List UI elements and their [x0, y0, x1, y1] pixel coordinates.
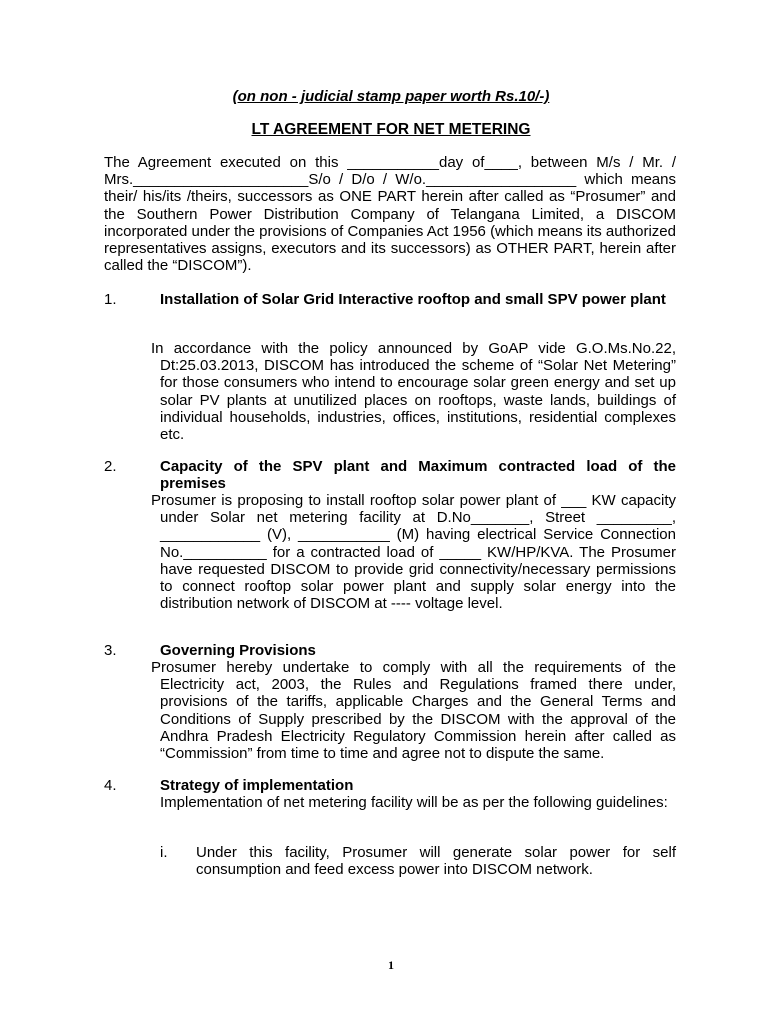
section-3-body: Prosumer hereby undertake to comply with all the requirements of the Electricity act, 2003, the Rules and Regulations framed there under, provisions of the tariffs, applicable Charges and the General Terms and Conditions of Supply prescribed by the DISCOM with the approval of the Andhra Pradesh Electricity Regulatory Commission herein after called as “Commission” from time to time and agree not to dispute the same.: [151, 659, 676, 763]
section-4-body: Implementation of net metering facility will be as per the following guidelines:: [160, 794, 668, 811]
page-number: 1: [388, 958, 394, 972]
section-1-number: 1.: [104, 291, 117, 308]
section-4-heading: Strategy of implementation: [160, 777, 354, 794]
guideline-item-marker: i.: [160, 844, 168, 861]
section-3-number: 3.: [104, 642, 117, 659]
section-2-heading: Capacity of the SPV plant and Maximum contracted load of the premises: [160, 458, 676, 493]
section-1-body: In accordance with the policy announced by GoAP vide G.O.Ms.No.22, Dt:25.03.2013, DISCOM has introduced the scheme of “Solar Net Metering” for those consumers who intend to encourage solar green energy and set up solar PV plants at unutilized places on rooftops, waste lands, buildings of individual households, industries, offices, institutions, residential complexes etc.: [151, 340, 676, 444]
section-4-number: 4.: [104, 777, 117, 794]
intro-paragraph: The Agreement executed on this ___________day of____, between M/s / Mr. / Mrs._____________________S/o / D/o / W/o.__________________ which means their/ his/its /theirs, successors as ONE PART herein after called as “Prosumer” and the Southern Power Distribution Company of Telangana Limited, a DISCOM incorporated under the provisions of Companies Act 1956 (which means its authorized representatives assigns, executors and its successors) as OTHER PART, herein after called the “DISCOM”).: [104, 154, 676, 275]
section-2-body: Prosumer is proposing to install rooftop solar power plant of ___ KW capacity under Solar net metering facility at D.No_______, Street _________, ____________ (V), ___________ (M) having electrical Service Connection No.__________ for a contracted load of _____ KW/HP/KVA. The Prosumer have requested DISCOM to provide grid connectivity/necessary permissions to connect rooftop solar power plant and supply solar energy into the distribution network of DISCOM at ---- voltage level.: [151, 492, 676, 613]
section-1-heading: Installation of Solar Grid Interactive rooftop and small SPV power plant: [160, 291, 666, 308]
stamp-paper-note: (on non - judicial stamp paper worth Rs.10/-): [232, 88, 550, 105]
guideline-item-text: Under this facility, Prosumer will generate solar power for self consumption and feed excess power into DISCOM network.: [196, 844, 676, 879]
section-3-heading: Governing Provisions: [160, 642, 316, 659]
section-2-number: 2.: [104, 458, 117, 475]
document-title: LT AGREEMENT FOR NET METERING: [251, 121, 531, 138]
